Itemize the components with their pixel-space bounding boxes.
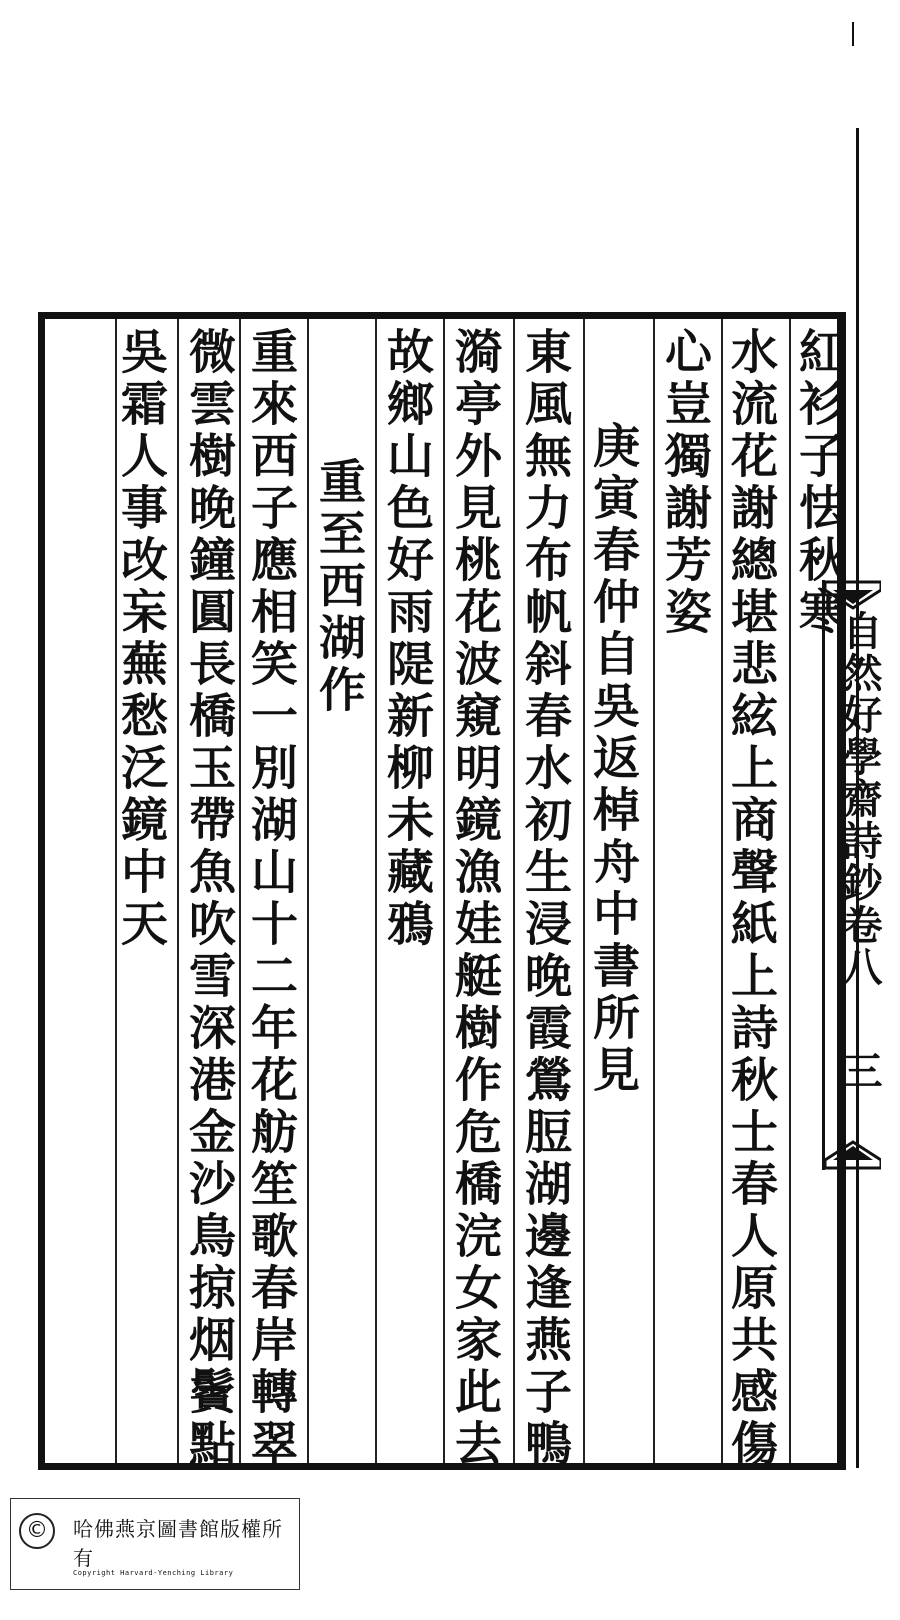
text-column-2: 水流花謝總堪悲絃上商聲紙上詩秋士春人原共感傷 <box>723 327 778 1471</box>
text-column-9: 重來西子應相笑一別湖山十二年花舫笙歌春岸轉翠 <box>243 327 298 1471</box>
poem-title-1: 庚寅春仲自吳返棹舟中書所見 <box>585 421 640 1097</box>
fish-tail-mark-icon <box>825 1140 881 1170</box>
page-edge-line <box>852 22 854 46</box>
text-column-5: 東風無力布帆斜春水初生浸晚霞鶯脰湖邊逢燕子鴨 <box>517 327 572 1471</box>
copyright-icon: © <box>19 1513 55 1549</box>
fish-tail-mark-icon <box>825 580 881 610</box>
copyright-english: Copyright Harvard-Yenching Library <box>73 1569 234 1577</box>
book-title-banner <box>822 580 881 1170</box>
book-title: 自然好學齋詩鈔卷八 <box>836 610 883 988</box>
text-column-7: 故鄉山色好雨隄新柳未藏鴉 <box>379 327 434 951</box>
text-column-6: 漪亭外見桃花波窺明鏡漁娃艇樹作危橋浣女家此去 <box>447 327 502 1471</box>
text-frame <box>38 312 846 1470</box>
copyright-chinese: 哈佛燕京圖書館版權所有 <box>73 1517 283 1570</box>
text-column-10: 微雲樹晚鐘圓長橋玉帶魚吹雪深港金沙鳥掠烟鬢點 <box>181 327 236 1471</box>
text-column-3: 心豈獨謝芳姿 <box>657 327 712 639</box>
text-column-11: 吳霜人事改杗蕪愁泛鏡中天 <box>113 327 168 951</box>
text-column-1: 紅衫子怯秋寒 <box>791 327 846 639</box>
copyright-stamp <box>10 1498 300 1590</box>
poem-title-2: 重至西湖作 <box>311 457 366 717</box>
page-number: 三 <box>836 1050 883 1090</box>
